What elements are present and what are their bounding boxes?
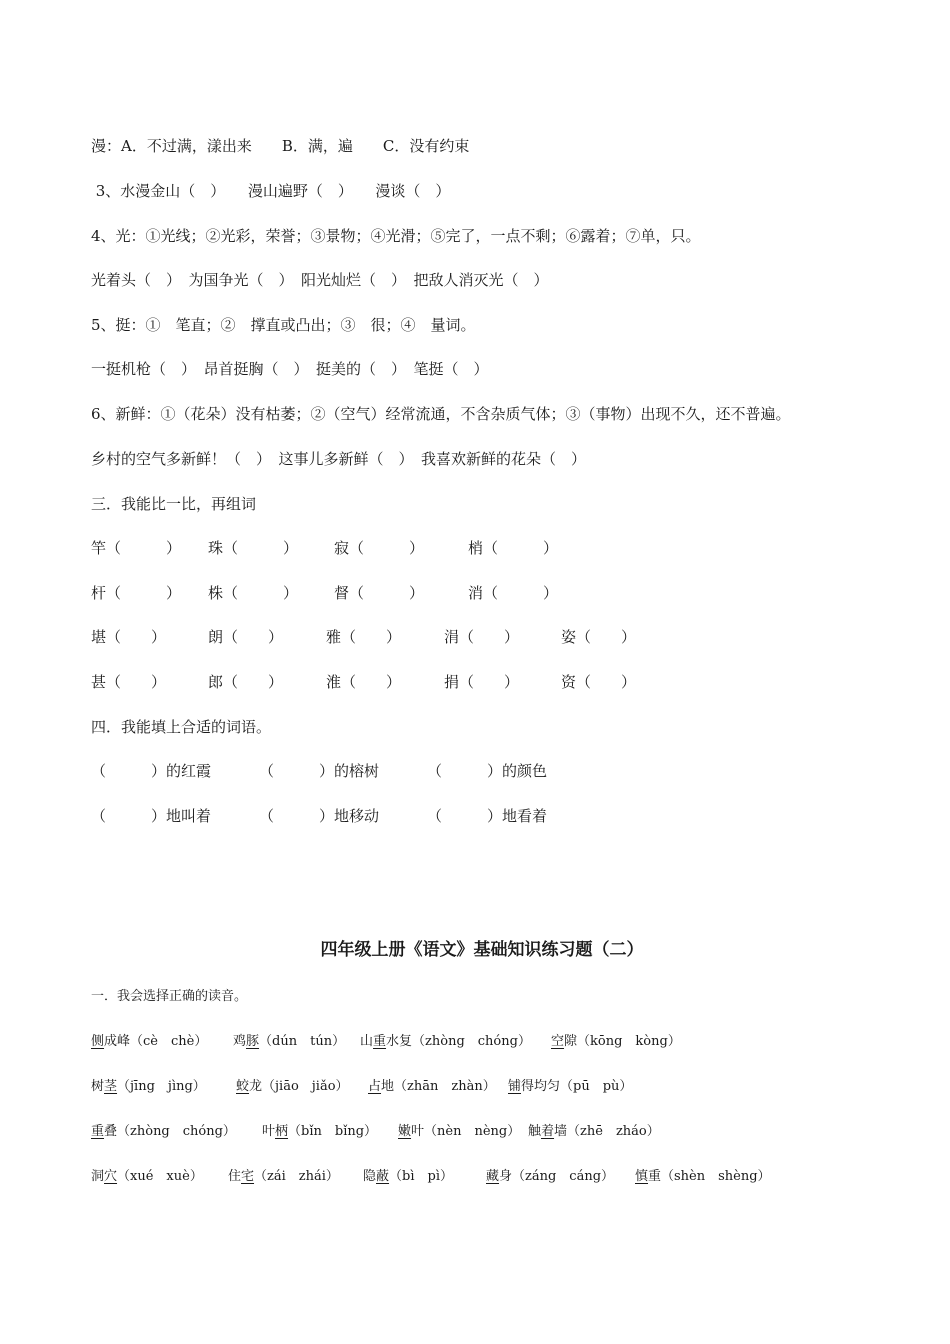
question-4-definition: 4、光：①光线；②光彩，荣誉；③景物；④光滑；⑤完了，一点不剩；⑥露着；⑦单，只。: [91, 227, 701, 245]
part-2-section-1-heading: 一．我会选择正确的读音。: [91, 989, 248, 1004]
question-3: 3、水漫金山（ ） 漫山遍野（ ） 漫谈（ ）: [91, 182, 451, 200]
compare-cell: 雅（ ）: [326, 628, 402, 646]
compare-cell: 涓（ ）: [444, 628, 520, 646]
compare-cell: 株（ ）: [208, 584, 299, 602]
pinyin-item: 叶柄（bǐn bǐng）: [262, 1124, 378, 1139]
compare-cell: 梢（ ）: [468, 539, 559, 557]
fill-cell: （ ）的榕树: [259, 762, 380, 780]
compare-cell: 消（ ）: [468, 584, 559, 602]
section-4-heading: 四．我能填上合适的词语。: [91, 718, 272, 736]
question-5-definition: 5、挺：① 笔直；② 撑直或凸出；③ 很；④ 量词。: [91, 316, 476, 334]
pinyin-item: 触着墙（zhē zháo）: [528, 1124, 660, 1139]
compare-row: [0, 583, 950, 603]
pinyin-item: 隐蔽（bì pì）: [363, 1169, 453, 1184]
fill-row: [0, 761, 950, 781]
compare-row: [0, 672, 950, 692]
compare-cell: 堪（ ）: [91, 628, 167, 646]
question-6-items: 乡村的空气多新鲜！（ ） 这事儿多新鲜（ ） 我喜欢新鲜的花朵（ ）: [91, 450, 587, 468]
question-6-definition: 6、新鲜：①（花朵）没有枯萎；②（空气）经常流通，不含杂质气体；③（事物）出现不久，还不普遍。: [91, 405, 791, 423]
section-3-heading: 三．我能比一比，再组词: [91, 495, 257, 513]
pinyin-item: 铺得均匀（pū pù）: [508, 1079, 633, 1094]
pinyin-item: 空隙（kōng kòng）: [551, 1034, 681, 1049]
compare-row: [0, 538, 950, 558]
fill-cell: （ ）地移动: [259, 807, 380, 825]
pinyin-item: 住宅（zái zhái）: [228, 1169, 339, 1184]
fill-cell: （ ）的颜色: [427, 762, 548, 780]
worksheet-title: 四年级上册《语文》基础知识练习题（二）: [320, 940, 644, 960]
pinyin-item: 藏身（záng cáng）: [486, 1169, 615, 1184]
pinyin-item: 占地（zhān zhàn）: [368, 1079, 496, 1094]
compare-cell: 朗（ ）: [208, 628, 284, 646]
pinyin-item: 树茎（jīng jìng）: [91, 1079, 206, 1094]
compare-cell: 甚（ ）: [91, 673, 167, 691]
question-5-items: 一挺机枪（ ） 昂首挺胸（ ） 挺美的（ ） 笔挺（ ）: [91, 360, 489, 378]
pinyin-item: 嫩叶（nèn nèng）: [398, 1124, 521, 1139]
man-definition: 漫：A．不过满，漾出来 B．满，遍 C．没有约束: [91, 137, 470, 155]
pinyin-item: 侧成峰（cè chè）: [91, 1034, 208, 1049]
compare-cell: 郎（ ）: [208, 673, 284, 691]
compare-cell: 督（ ）: [334, 584, 425, 602]
pinyin-row: [0, 1077, 950, 1097]
pinyin-item: 慎重（shèn shèng）: [635, 1169, 771, 1184]
pinyin-item: 重叠（zhòng chóng）: [91, 1124, 236, 1139]
fill-cell: （ ）地看着: [427, 807, 548, 825]
compare-cell: 珠（ ）: [208, 539, 299, 557]
pinyin-item: 鸡豚（dún tún）: [233, 1034, 346, 1049]
fill-cell: （ ）地叫着: [91, 807, 212, 825]
pinyin-row: [0, 1167, 950, 1187]
pinyin-item: 洞穴（xué xuè）: [91, 1169, 203, 1184]
compare-cell: 竿（ ）: [91, 539, 182, 557]
pinyin-item: 蛟龙（jiāo jiǎo）: [236, 1079, 349, 1094]
pinyin-item: 山重水复（zhòng chóng）: [360, 1034, 531, 1049]
pinyin-row: [0, 1032, 950, 1052]
compare-cell: 淮（ ）: [326, 673, 402, 691]
compare-cell: 寂（ ）: [334, 539, 425, 557]
compare-row: [0, 627, 950, 647]
compare-cell: 资（ ）: [561, 673, 637, 691]
compare-cell: 捐（ ）: [444, 673, 520, 691]
pinyin-row: [0, 1122, 950, 1142]
question-4-items: 光着头（ ） 为国争光（ ） 阳光灿烂（ ） 把敌人消灭光（ ）: [91, 271, 549, 289]
compare-cell: 姿（ ）: [561, 628, 637, 646]
compare-cell: 杆（ ）: [91, 584, 182, 602]
fill-cell: （ ）的红霞: [91, 762, 212, 780]
fill-row: [0, 806, 950, 826]
